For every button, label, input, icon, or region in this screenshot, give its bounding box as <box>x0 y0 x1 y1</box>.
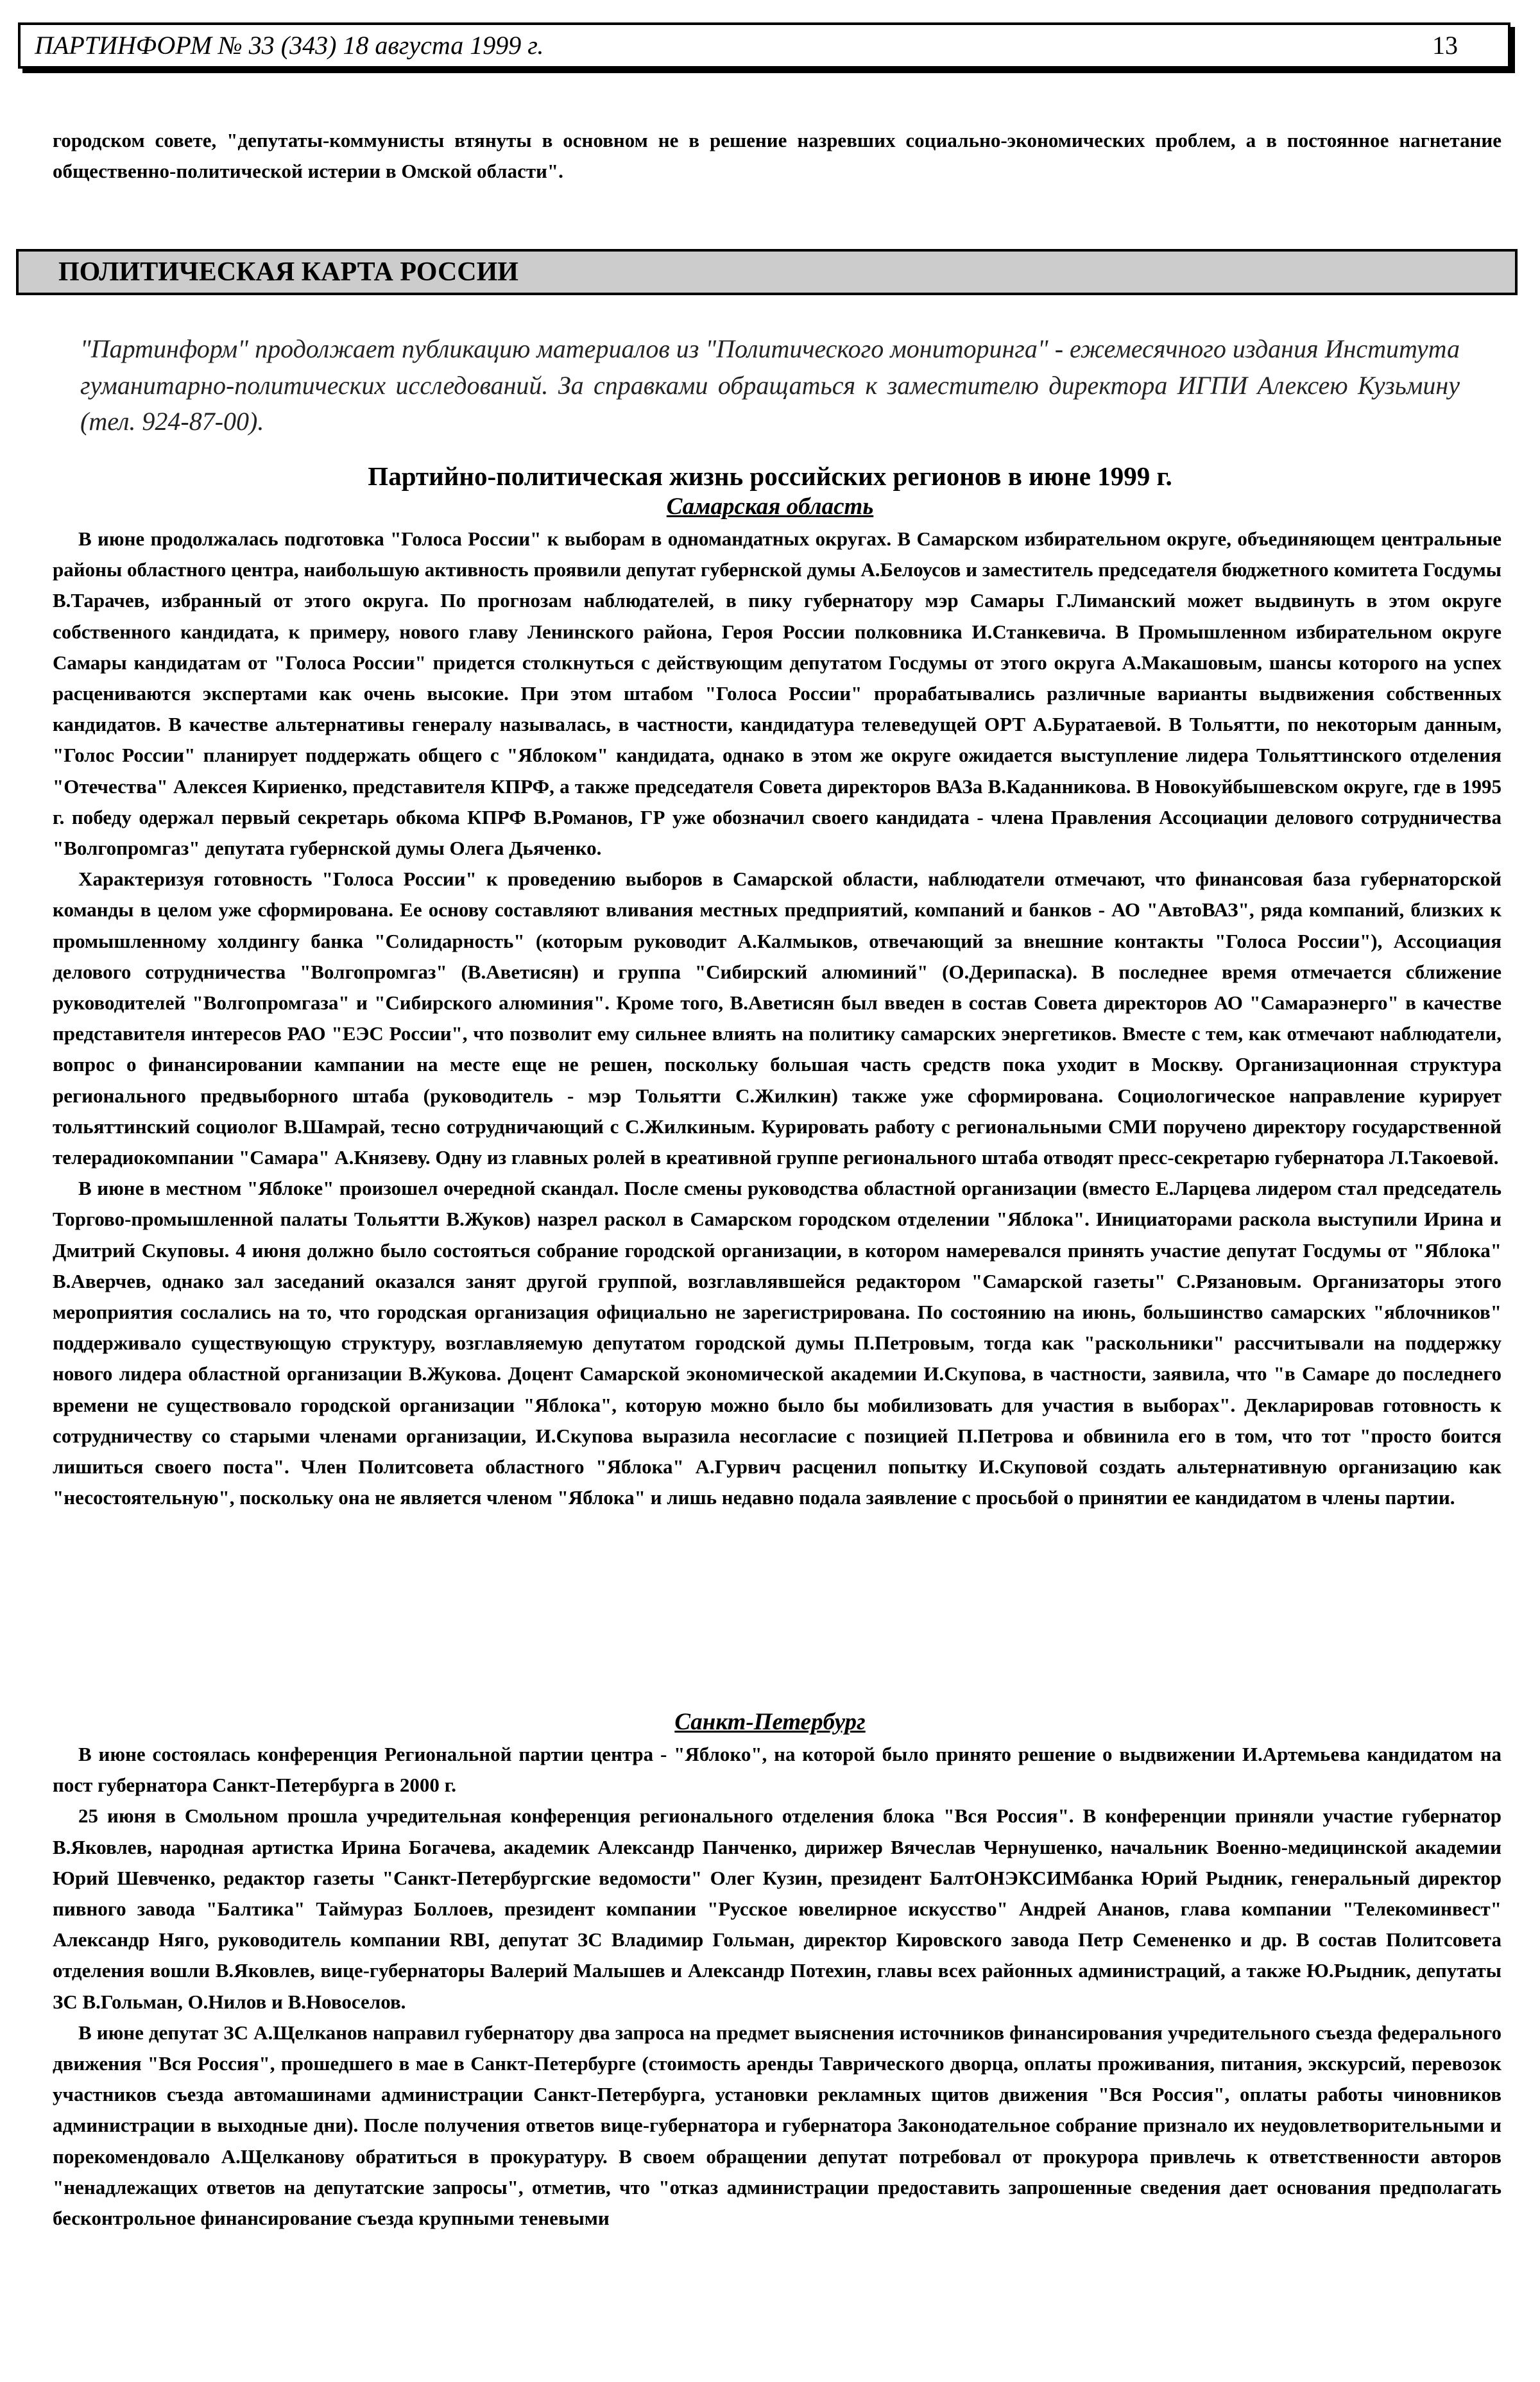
region-body-samara <box>53 524 1502 1514</box>
page-header <box>18 22 1510 69</box>
article-title: Партийно-политическая жизнь российских регионов в июне 1999 г. <box>368 461 1172 491</box>
paragraph: Характеризуя готовность "Голоса России" к проведению выборов в Самарской области, наблюдатели отмечают, что финансовая база губернаторской команды в целом уже сформирована. Ее основу составляют вливания местных предприятий, компаний и банков - АО "АвтоВАЗ", ряда компаний, близких к промышленному холдингу банка "Солидарность" (которым руководит А.Калмыков, отвечающий за внешние контакты "Голоса России"), Ассоциация делового сотрудничества "Волгопромгаз" (В.Аветисян) и группа "Сибирский алюминий" (О.Дерипаска). В последнее время отмечается сближение руководителей "Волгопромгаза" и "Сибирского алюминия". Кроме того, В.Аветисян был введен в состав Совета директоров АО "Самараэнерго" в качестве представителя интересов РАО "ЕЭС России", что позволит ему сильнее влиять на политику самарских энергетиков. Вместе с тем, как отмечают наблюдатели, вопрос о финансировании кампании на месте еще не решен, поскольку большая часть средств пока уходит в Москву. Организационная структура регионального предвыборного штаба (руководитель - мэр Тольятти С.Жилкин) также уже сформирована. Социологическое направление курирует тольяттинский социолог В.Шамрай, тесно сотрудничающий с С.Жилкиным. Курировать работу с региональными СМИ поручено директору государственной телерадиокомпании "Самара" А.Князеву. Одну из главных ролей в креативной группе регионального штаба отводят пресс-секретарю губернатора Л.Такоевой. <box>53 868 1502 1169</box>
region-body-spb <box>53 1739 1502 2234</box>
page-number: 13 <box>1432 31 1458 60</box>
paragraph: В июне в местном "Яблоке" произошел очередной скандал. После смены руководства областной организации (вместо Е.Ларцева лидером стал председатель Торгово-промышленной палаты Тольятти В.Жуков) назрел раскол в Самарском городском отделении "Яблока". Инициаторами раскола выступили Ирина и Дмитрий Скуповы. 4 июня должно было состояться собрание городской организации, в котором намеревался принять участие депутат Госдумы от "Яблока" В.Аверчев, однако зал заседаний оказался занят другой группой, возглавлявшейся редактором "Самарской газеты" С.Рязановым. Организаторы этого мероприятия сослались на то, что городская организация официально не зарегистрирована. По состоянию на июнь, большинство самарских "яблочников" поддерживало существующую структуру, возглавляемую депутатом городской думы П.Петровым, тогда как "раскольники" рассчитывали на поддержку нового лидера областной организации В.Жукова. Доцент Самарской экономической академии И.Скупова, в частности, заявила, что "в Самаре до последнего времени не существовало городской организации "Яблока", которую можно было бы мобилизовать для участия в выборах". Декларировав готовность к сотрудничеству со старыми членами организации, И.Скупова выразила несогласие с позицией П.Петрова и обвинила его в том, что тот "просто боится лишиться своего поста". Член Политсовета областного "Яблока" А.Гурвич расценил попытку И.Скуповой создать альтернативную организацию как "несостоятельную", поскольку она не является членом "Яблока" и лишь недавно подала заявление с просьбой о принятии ее кандидатом в члены партии. <box>53 1177 1502 1509</box>
paragraph: В июне депутат ЗС А.Щелканов направил губернатору два запроса на предмет выяснения источников финансирования учредительного съезда федерального движения "Вся Россия", прошедшего в мае в Санкт-Петербурге (стоимость аренды Таврического дворца, оплаты проживания, питания, экскурсий, перевозок участников съезда автомашинами администрации Санкт-Петербурга, установки рекламных щитов движения "Вся Россия", оплаты работы чиновников администрации в выходные дни). После получения ответов вице-губернатора и губернатора Законодательное собрание признало их неудовлетворительными и порекомендовало А.Щелканову обратиться в прокуратуру. В своем обращении депутат потребовал от прокурора привлечь к ответственности авторов "ненадлежащих ответов на депутатские запросы", отметив, что "отказ администрации предоставить запрошенные сведения дает основания предполагать бесконтрольное финансирование съезда крупными теневыми <box>53 2021 1502 2230</box>
region-heading-samara: Самарская область <box>666 493 874 520</box>
section-banner <box>16 249 1518 295</box>
paragraph: 25 июня в Смольном прошла учредительная конференция регионального отделения блока "Вся Россия". В конференции приняли участие губернатор В.Яковлев, народная артистка Ирина Богачева, академик Александр Панченко, дирижер Вячеслав Чернушенко, начальник Военно-медицинской академии Юрий Шевченко, редактор газеты "Санкт-Петербургские ведомости" Олег Кузин, президент БалтОНЭКСИМбанка Юрий Рыдник, генеральный директор пивного завода "Балтика" Таймураз Боллоев, президент компании "Русское ювелирное искусство" Андрей Ананов, глава компании "Телекоминвест" Александр Нягo, руководитель компании RBI, депутат ЗС Владимир Гольман, директор Кировского завода Петр Семененко и др. В состав Политсовета отделения вошли В.Яковлев, вице-губернаторы Валерий Малышев и Александр Потехин, главы всех районных администраций, а также Ю.Рыдник, депутаты ЗС В.Гольман, О.Нилов и В.Новоселов. <box>53 1804 1502 2013</box>
section-title: ПОЛИТИЧЕСКАЯ КАРТА РОССИИ <box>58 257 518 287</box>
paragraph: В июне продолжалась подготовка "Голоса России" к выборам в одномандатных округах. В Самарском избирательном округе, объединяющем центральные районы областного центра, наибольшую активность проявили депутат губернской думы А.Белоусов и заместитель председателя бюджетного комитета Госдумы В.Тарачев, избранный от этого округа. По прогнозам наблюдателей, в пику губернатору мэр Самары Г.Лиманский может выдвинуть в этом округе собственного кандидата, к примеру, нового главу Ленинского района, Героя России полковника И.Станкевича. В Промышленном избирательном округе Самары кандидатам от "Голоса России" придется столкнуться с действующим депутатом Госдумы от этого округа А.Макашовым, шансы которого на успех расцениваются экспертами как очень высокие. При этом штабом "Голоса России" прорабатывались различные варианты выдвижения собственных кандидатов. В качестве альтернативы генералу называлась, в частности, кандидатура телеведущей ОРТ А.Буратаевой. В Тольятти, по некоторым данным, "Голос России" планирует поддержать общего с "Яблоком" кандидата, однако в этом же округе ожидается выступление лидера Тольяттинского отделения "Отечества" Алексея Кириенко, представителя КПРФ, а также председателя Совета директоров ВАЗа В.Каданникова. В Новокуйбышевском округе, где в 1995 г. победу одержал первый секретарь обкома КПРФ В.Романов, ГР уже обозначил своего кандидата - члена Правления Ассоциации делового сотрудничества "Волгопромгаз" депутата губернской думы Олега Дьяченко. <box>53 527 1502 860</box>
paragraph: В июне состоялась конференция Региональной партии центра - "Яблоко", на которой было принято решение о выдвижении И.Артемьева кандидатом на пост губернатора Санкт-Петербурга в 2000 г. <box>53 1743 1502 1797</box>
paragraph: городском совете, "депутаты-коммунисты втянуты в основном не в решение назревших социально-экономических проблем, а в постоянное нагнетание общественно-политической истерии в Омской области". <box>53 129 1502 183</box>
publication-title: ПАРТИНФОРМ № 33 (343) 18 августа 1999 г. <box>35 31 544 60</box>
region-heading-spb: Санкт-Петербург <box>674 1709 866 1735</box>
continuation-text <box>53 125 1502 187</box>
intro-note: "Партинформ" продолжает публикацию материалов из "Политического мониторинга" - ежемесячного издания Института гуманитарно-политических исследований. За справками обращаться к заместителю директора ИГПИ Алексею Кузьмину (тел. 924-87-00). <box>80 334 1460 436</box>
